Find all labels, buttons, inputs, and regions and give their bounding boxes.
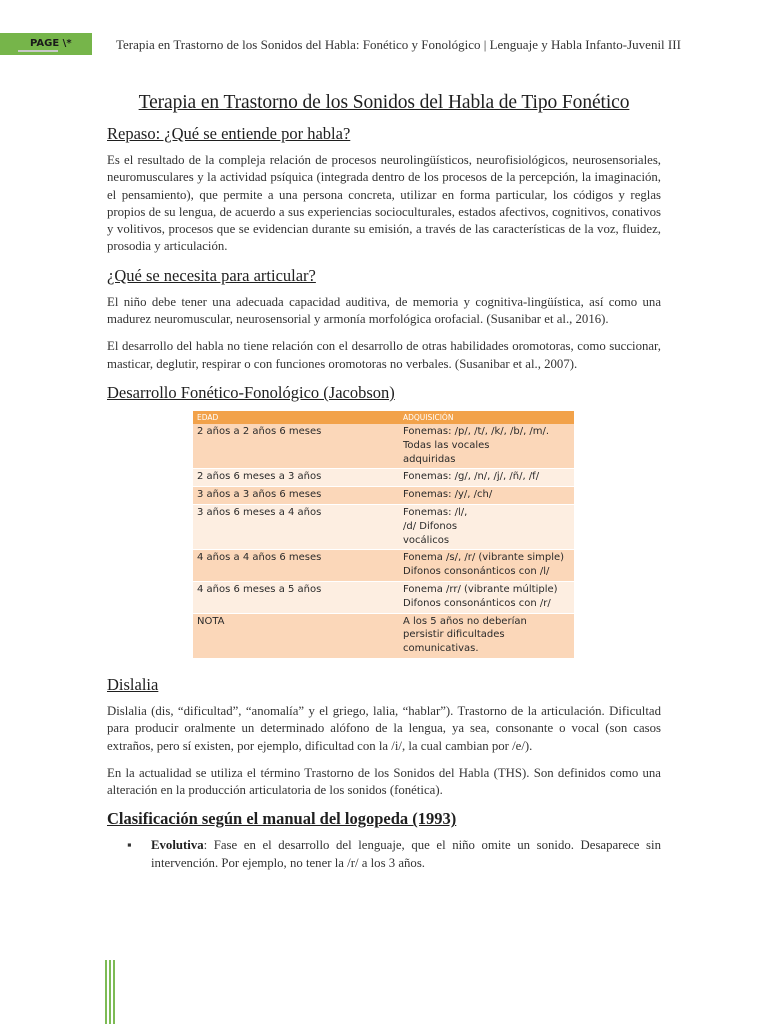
acquisition-line: Fonemas: /l/,	[403, 506, 468, 518]
paragraph-articular-2: El desarrollo del habla no tiene relación con el desarrollo de otras habilidades oromotoras, como succionar, masticar, deglutir, respirar o con funciones oromotoras no verbales. (Susanibar et al., 2007).	[107, 339, 661, 371]
table-cell-age: 2 años 6 meses a 3 años	[193, 469, 399, 487]
acquisition-line: Fonema /s/, /r/ (vibrante simple)	[403, 552, 565, 564]
table-row	[193, 550, 574, 582]
table-row	[193, 424, 574, 469]
table-cell-age: 2 años a 2 años 6 meses	[193, 424, 399, 469]
acquisition-line: persistir dificultades	[403, 629, 505, 641]
table-header-age: EDAD	[193, 411, 399, 424]
acquisition-line: Difonos consonánticos con /r/	[403, 597, 551, 609]
table-cell-acquisition	[399, 613, 574, 658]
document-body	[107, 92, 661, 872]
table-row	[193, 504, 574, 549]
list-item-text: : Fase en el desarrollo del lenguaje, que el niño omite un sonido. Desaparece sin intervención. Por ejemplo, no tener la /r/ a los 3 años.	[151, 838, 661, 870]
table-cell-age: 3 años 6 meses a 4 años	[193, 504, 399, 549]
classification-list	[127, 837, 661, 872]
page-number-tab	[0, 33, 92, 55]
section-repaso	[107, 124, 661, 256]
table-cell-acquisition	[399, 424, 574, 469]
paragraph-habla-definition: Es el resultado de la compleja relación de procesos neurolingüísticos, neurofisiológicos, neurosensoriales, neuromusculares y la actividad psíquica (integrada dentro de los procesos de la percepción, la imaginación, el pensamiento), que permite a una persona concreta, utilizar en forma particular, los códigos y reglas propios de su lengua, de acuerdo a sus experiencias socioculturales, estados afectivos, cognitivos, conativos y volitivos, procesos que se evidencian durante su emisión, a través de las características de la voz, fluidez, prosodia y articulación.	[107, 153, 661, 254]
section-articular	[107, 266, 661, 373]
document-title: Terapia en Trastorno de los Sonidos del Habla de Tipo Fonético	[138, 92, 630, 113]
table-cell-acquisition	[399, 487, 574, 505]
decorative-side-lines	[105, 960, 117, 1024]
table-cell-age: 3 años a 3 años 6 meses	[193, 487, 399, 505]
list-item-term: Evolutiva	[151, 838, 204, 853]
table-cell-acquisition	[399, 469, 574, 487]
table-cell-acquisition	[399, 581, 574, 613]
paragraph-dislalia-1: Dislalia (dis, “dificultad”, “anomalía” y el griego, lalia, “hablar”). Trastorno de la articulación. Dificultad para producir oralmente un determinado alófono de la lengua, ya sea, consonante o vocal (son casos extraños, pero sí existen, por ejemplo, dificultad con la /i/, la cual cambian por /e/).	[107, 703, 661, 753]
paragraph-articular-1: El niño debe tener una adecuada capacidad auditiva, de memoria y cognitiva-lingüística, así como una madurez neuromuscular, neurosensorial y armonía morfológica orofacial. (Susanibar et al., 2016).	[107, 294, 661, 327]
section-heading-desarrollo: Desarrollo Fonético-Fonológico (Jacobson)	[107, 382, 395, 402]
table-cell-acquisition	[399, 550, 574, 582]
development-table	[193, 411, 574, 659]
table-cell-age: 4 años a 4 años 6 meses	[193, 550, 399, 582]
section-dislalia	[107, 675, 661, 799]
bullet-icon: ▪	[127, 838, 132, 853]
acquisition-line: A los 5 años no deberían	[403, 615, 527, 627]
acquisition-line: adquiridas	[403, 453, 456, 465]
table-cell-age: NOTA	[193, 613, 399, 658]
page-label: PAGE \*	[30, 38, 72, 49]
acquisition-line: Difonos consonánticos con /l/	[403, 566, 550, 578]
table-row	[193, 613, 574, 658]
table-cell-age: 4 años 6 meses a 5 años	[193, 581, 399, 613]
acquisition-line: Fonemas: /g/, /n/, /j/, /ñ/, /f/	[403, 471, 540, 483]
acquisition-line: /d/ Difonos	[403, 520, 458, 532]
paragraph-dislalia-2: En la actualidad se utiliza el término Trastorno de los Sonidos del Habla (THS). Son definidos como una alteración en la producción articulatoria de los sonidos (fonética).	[107, 765, 661, 798]
section-heading-articular: ¿Qué se necesita para articular?	[107, 265, 316, 285]
table-header-row	[193, 411, 574, 424]
acquisition-line: Fonemas: /y/, /ch/	[403, 489, 493, 501]
table-header-acquisition: ADQUISICIÓN	[399, 411, 574, 424]
section-desarrollo	[107, 383, 661, 659]
acquisition-line: comunicativas.	[403, 643, 479, 655]
page-tab-underline	[18, 50, 58, 52]
running-header: Terapia en Trastorno de los Sonidos del Habla: Fonético y Fonológico | Lenguaje y Habla Infanto-Juvenil III	[116, 37, 681, 52]
acquisition-line: vocálicos	[403, 534, 450, 546]
table-cell-acquisition	[399, 504, 574, 549]
acquisition-line: Todas las vocales	[403, 439, 490, 451]
table-row	[193, 469, 574, 487]
list-item	[127, 837, 661, 872]
table-row	[193, 487, 574, 505]
table-body	[193, 424, 574, 658]
section-heading-clasificacion: Clasificación según el manual del logopeda (1993)	[107, 809, 457, 829]
section-heading-dislalia: Dislalia	[107, 674, 159, 694]
section-clasificacion	[107, 809, 661, 872]
acquisition-line: Fonema /rr/ (vibrante múltiple)	[403, 583, 558, 595]
table-row	[193, 581, 574, 613]
section-heading-repaso: Repaso: ¿Qué se entiende por habla?	[107, 124, 351, 143]
acquisition-line: Fonemas: /p/, /t/, /k/, /b/, /m/.	[403, 425, 550, 437]
